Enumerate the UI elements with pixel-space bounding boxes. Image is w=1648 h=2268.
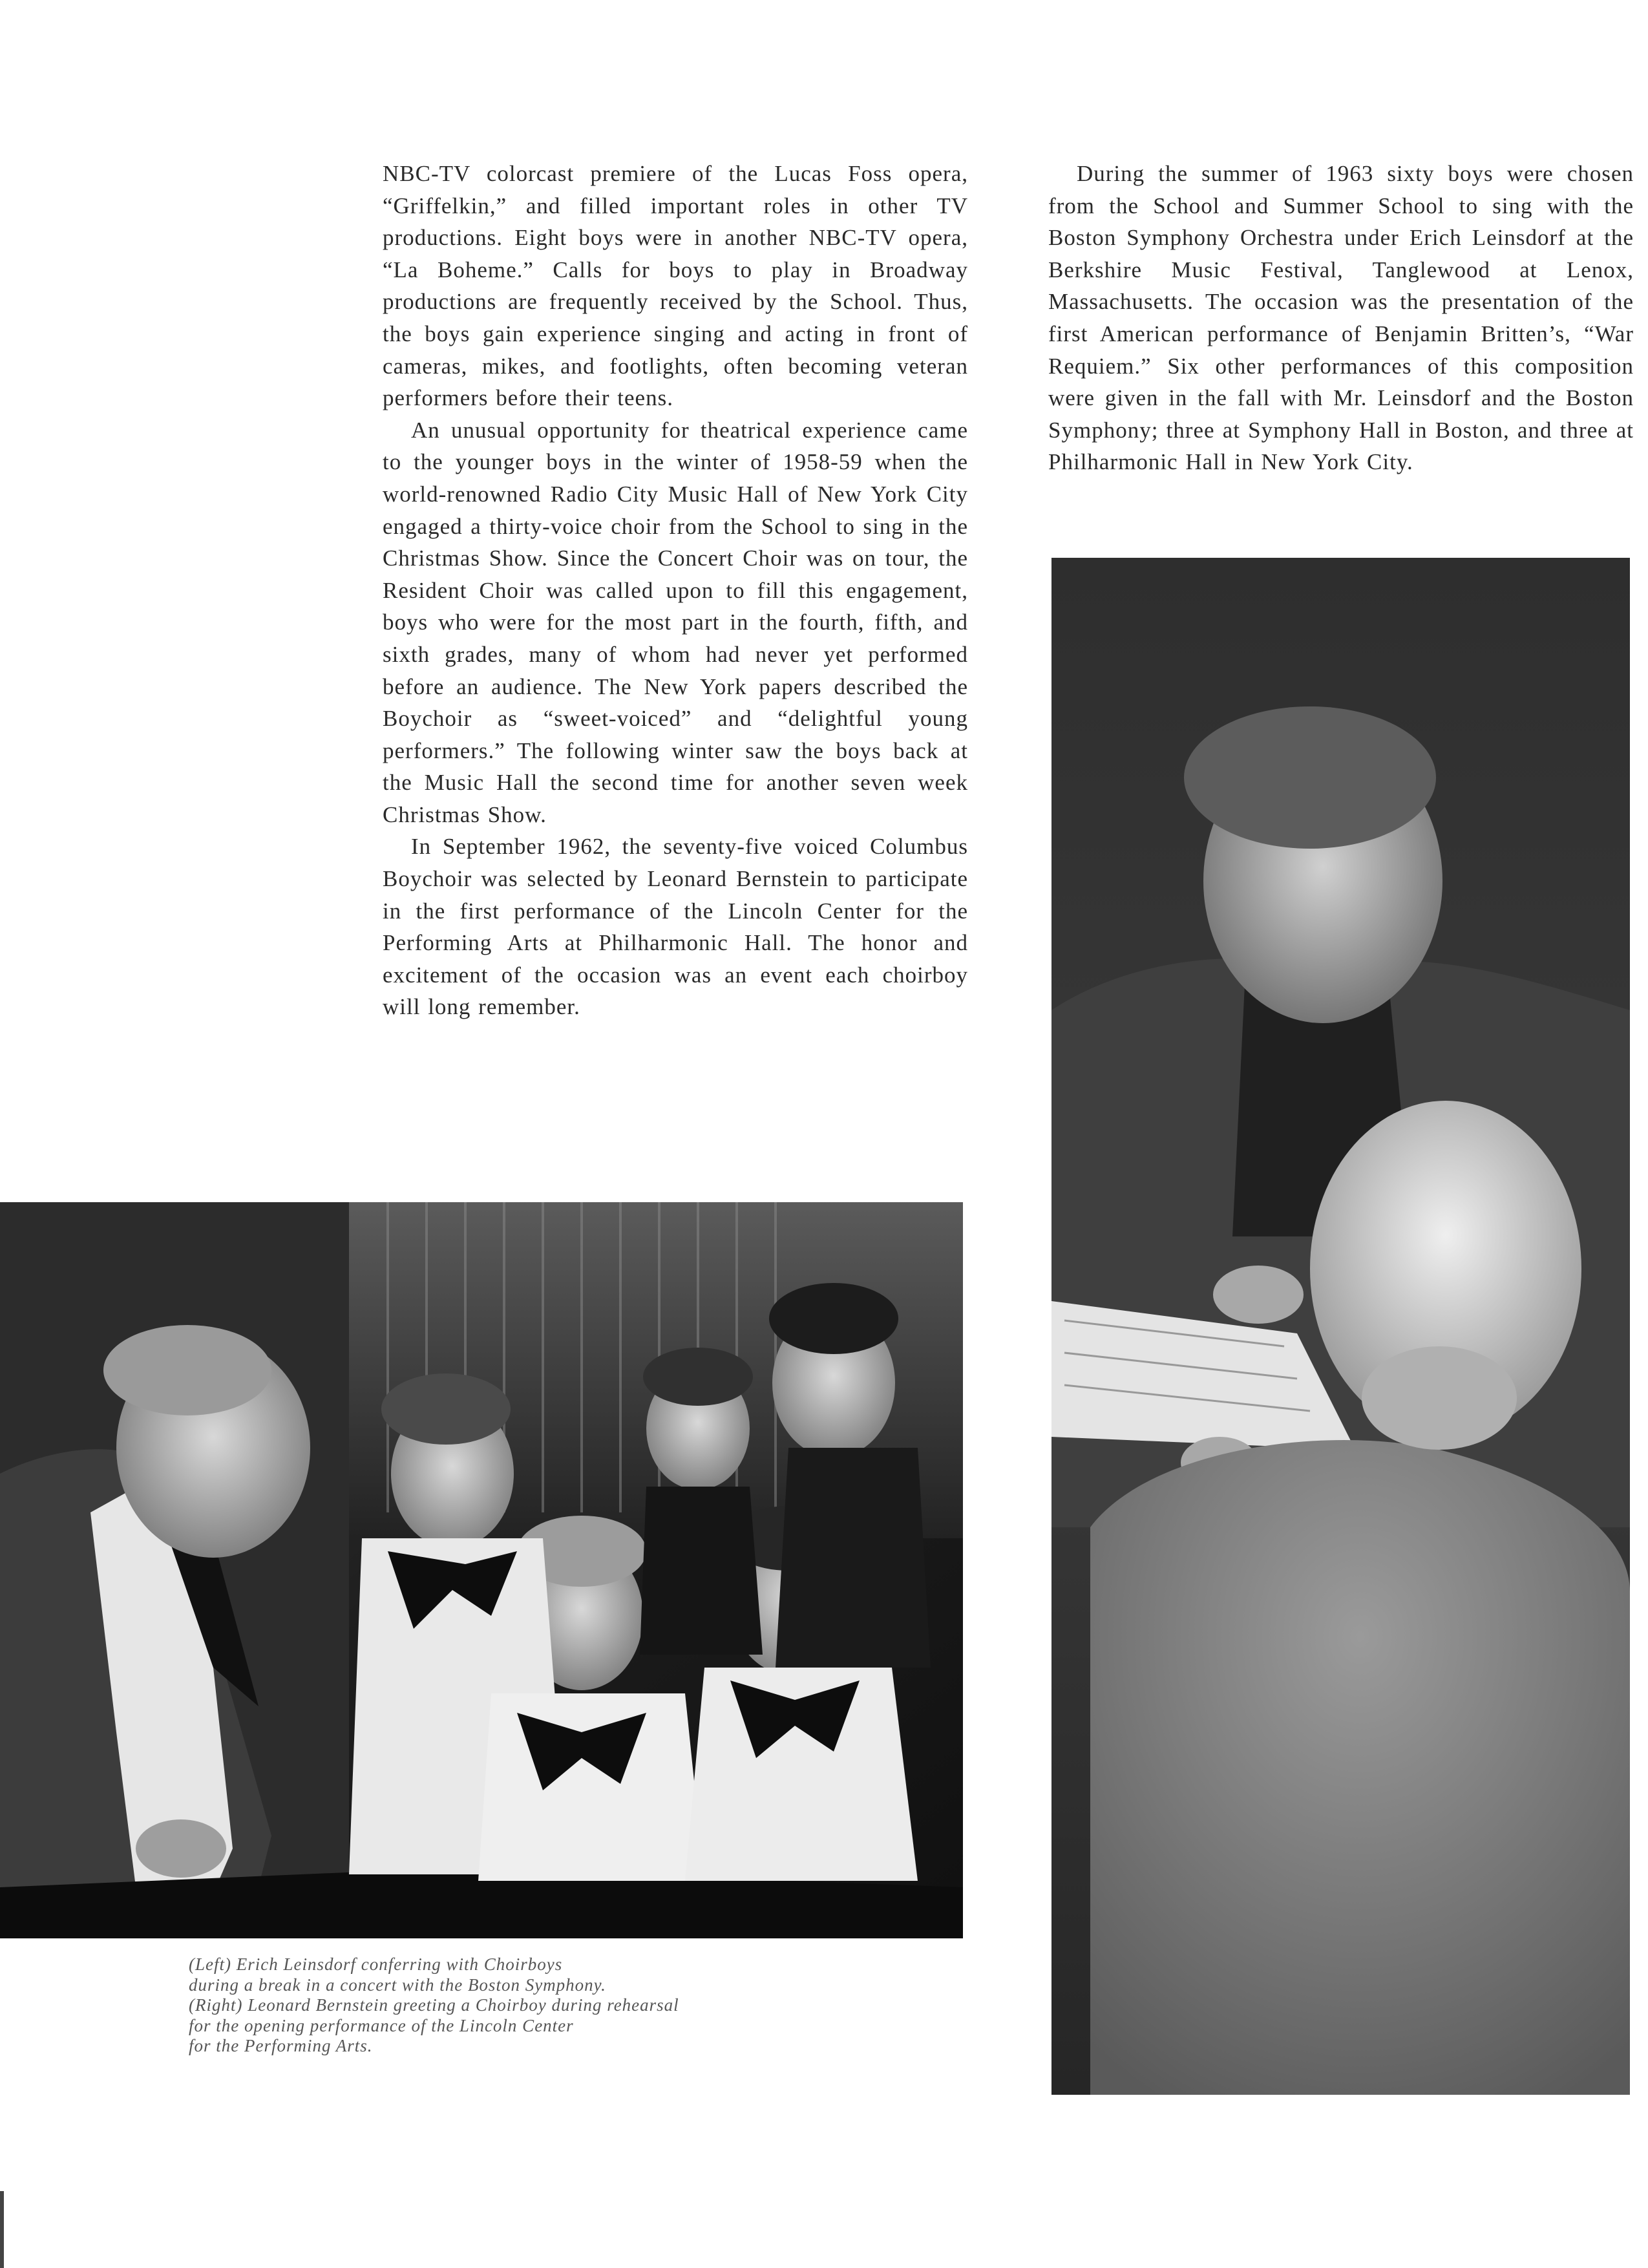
photo-leinsdorf-choirboys-image [0,1202,963,1938]
paragraph: NBC-TV colorcast premiere of the Lucas Foss opera, “Griffelkin,” and filled important roles in other TV productions. Eight boys were in another NBC-TV opera, “La Boheme.” Calls for boys to play in Broadway productions are frequently received by the School. Thus, the boys gain experience singing and acting in front of cameras, mikes, and footlights, often becoming veteran performers before their teens. [383,161,968,411]
caption-line: (Right) Leonard Bernstein greeting a Choirboy during rehearsal [189,1995,679,2015]
page-edge-mark [0,2191,4,2268]
left-text-column [383,158,968,1023]
paragraph: An unusual opportunity for theatrical experience came to the younger boys in the winter of 1958-59 when the world-renowned Radio City Music Hall of New York City engaged a thirty-voice choir from the School to sing in the Christmas Show. Since the Concert Choir was on tour, the Resident Choir was called upon to fill this engagement, boys who were for the most part in the fourth, fifth, and sixth grades, many of whom had never yet performed before an audience. The New York papers described the Boychoir as “sweet-voiced” and “delightful young performers.” The following winter saw the boys back at the Music Hall the second time for another seven week Christmas Show. [383,417,968,827]
caption-line: (Left) Erich Leinsdorf conferring with Choirboys [189,1955,563,1974]
photo-bernstein-choirboy-image [1051,558,1630,2095]
photo-bernstein-choirboy [1051,558,1630,2095]
paragraph: During the summer of 1963 sixty boys were chosen from the School and Summer School to sing with the Boston Symphony Orchestra under Erich Leinsdorf at the Berkshire Music Festival, Tanglewood at Lenox, Massachusetts. The occasion was the presentation of the first American performance of Benjamin Britten’s, “War Requiem.” Six other performances of this composition were given in the fall with Mr. Leinsdorf and the Boston Symphony; three at Symphony Hall in Boston, and three at Philharmonic Hall in New York City. [1048,161,1634,475]
caption-line: for the opening performance of the Lincoln Center [189,2015,574,2035]
photo-caption [189,1955,835,2057]
photo-leinsdorf-choirboys [0,1202,963,1938]
caption-line: during a break in a concert with the Boston Symphony. [189,1975,606,1995]
right-text-column [1048,158,1634,478]
caption-line: for the Performing Arts. [189,2036,373,2055]
paragraph: In September 1962, the seventy-five voiced Columbus Boychoir was selected by Leonard Bernstein to participate in the first performance of the Lincoln Center for the Performing Arts at Philharmonic Hall. The honor and excitement of the occasion was an event each choirboy will long remember. [383,834,968,1020]
